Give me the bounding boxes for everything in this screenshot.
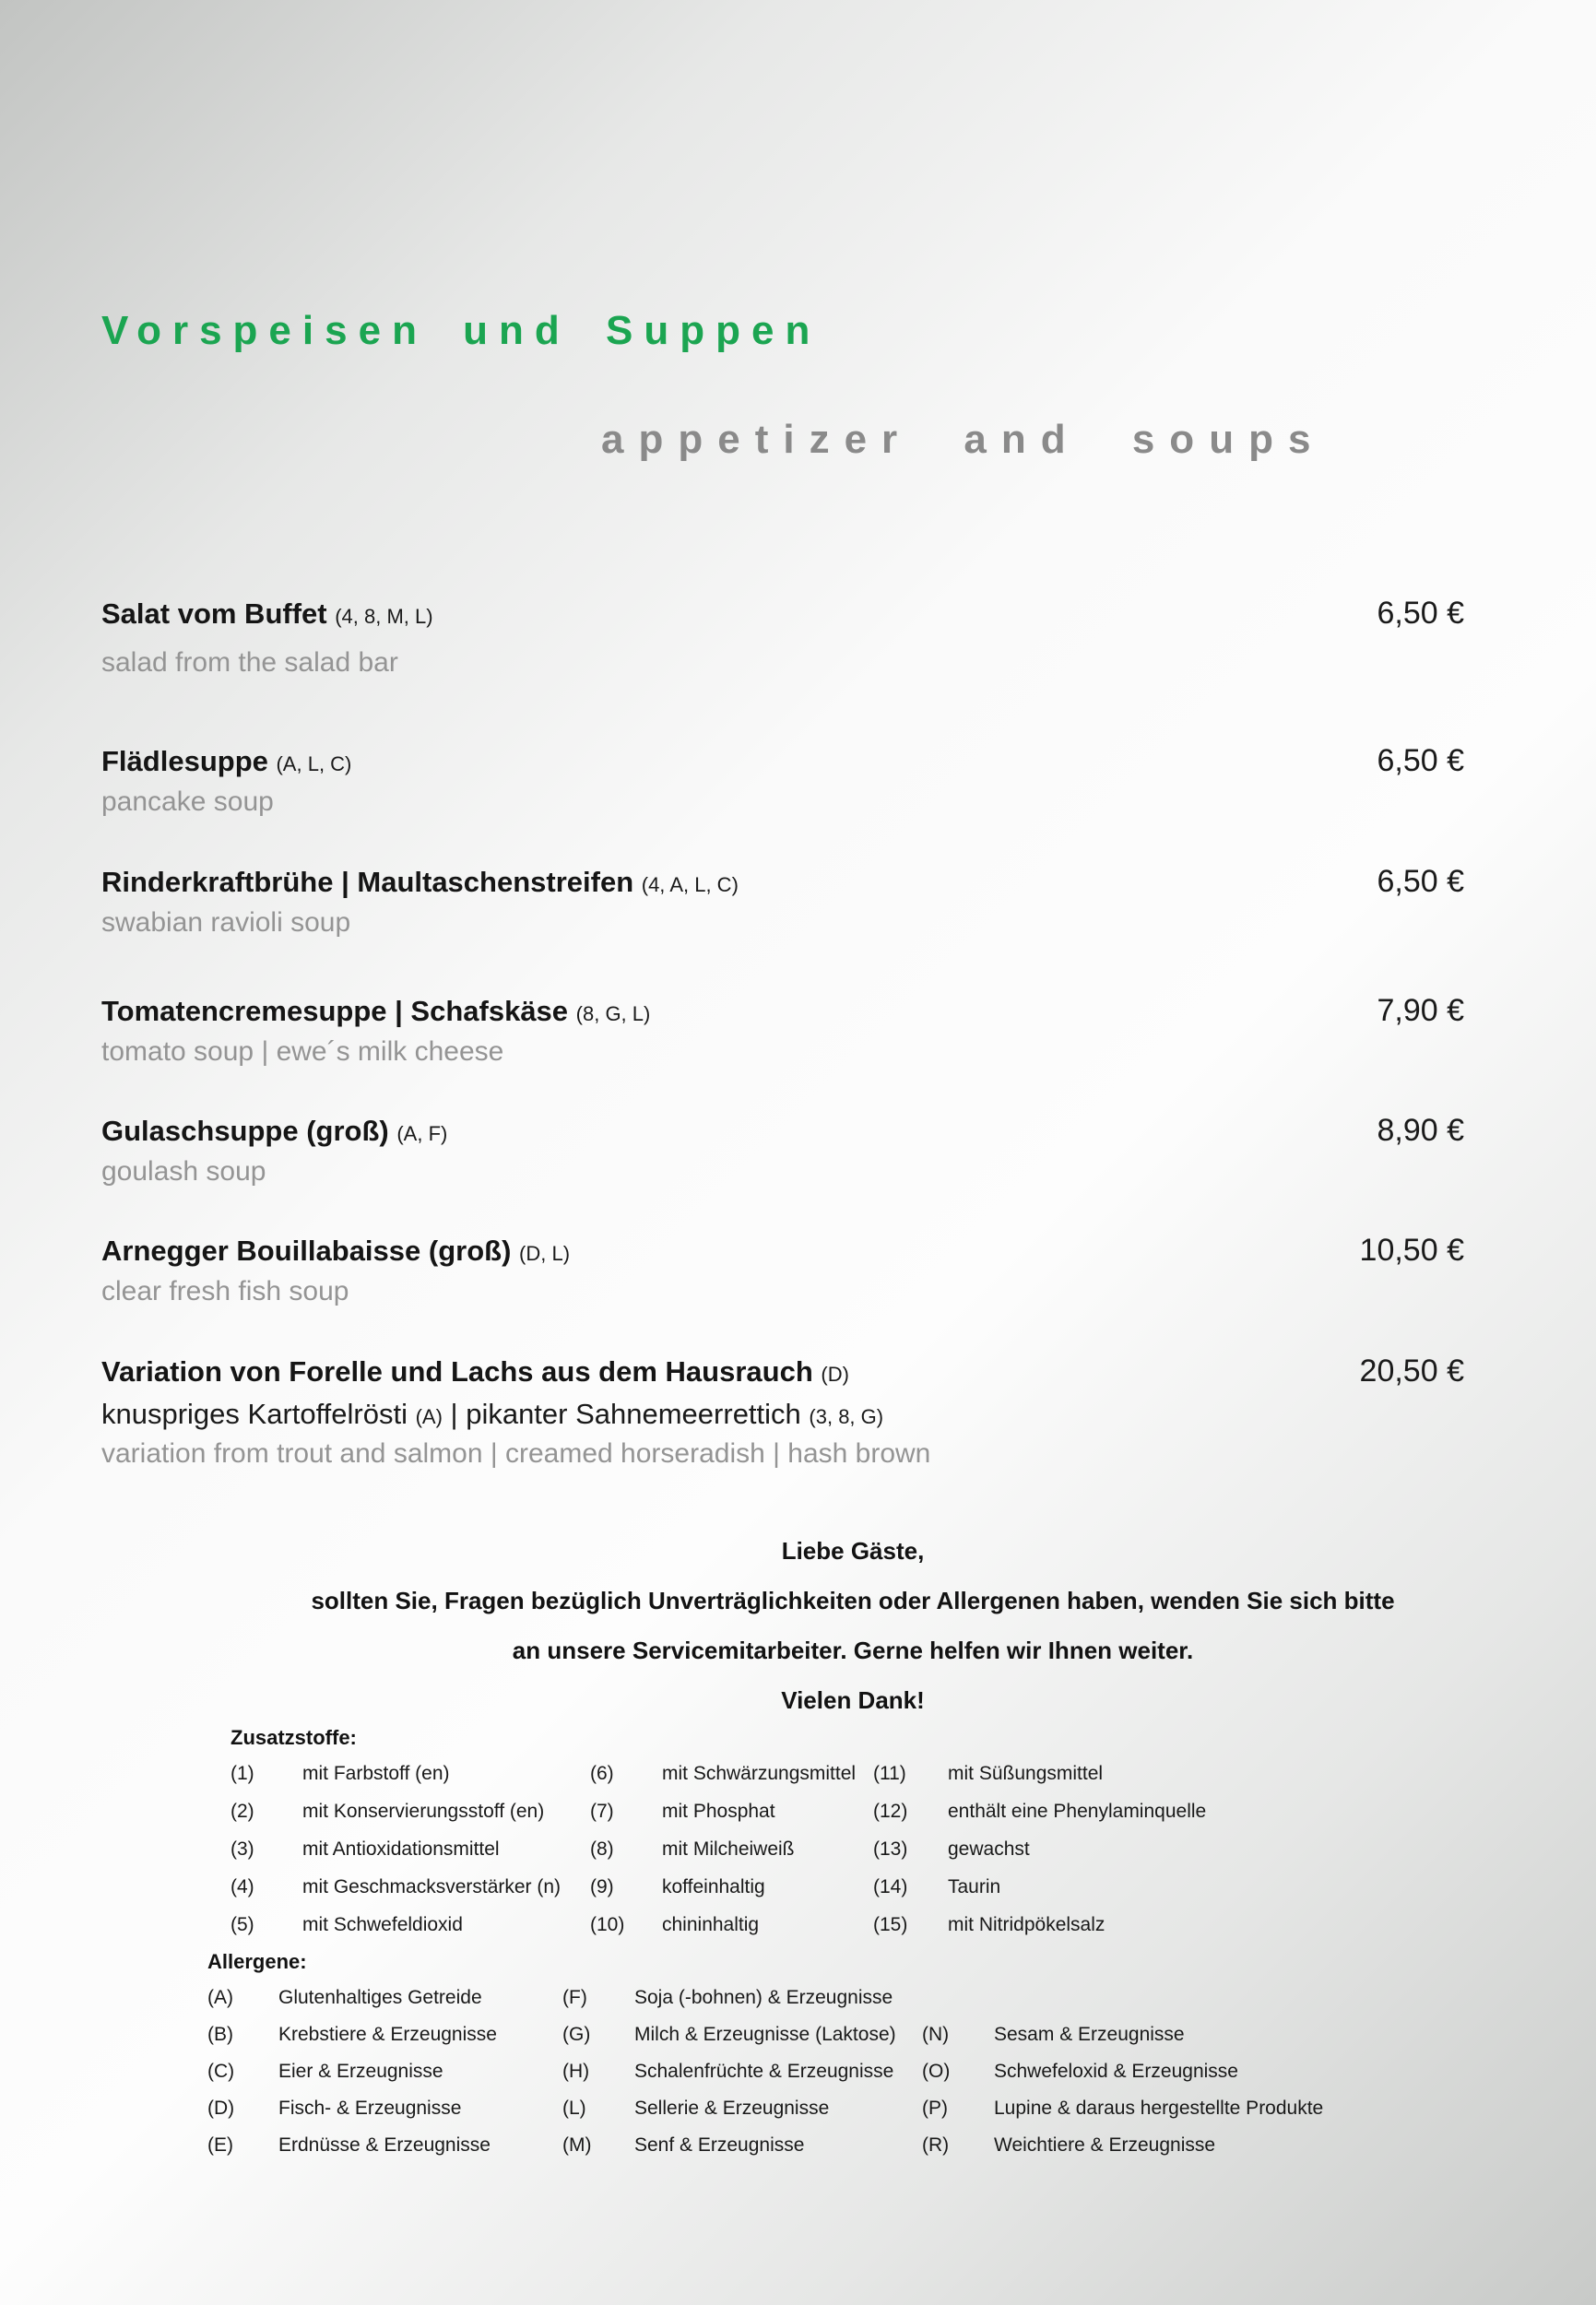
allergen-label: Schalenfrüchte & Erzeugnisse xyxy=(634,2061,894,2082)
allergen-letter: (A) xyxy=(207,1987,233,2008)
additive-number: (14) xyxy=(873,1876,908,1897)
additive-label: mit Schwärzungsmittel xyxy=(662,1763,857,1784)
additive-label: mit Schwefeldioxid xyxy=(302,1914,463,1935)
item-translation: goulash soup xyxy=(101,1156,266,1187)
additive-label: chininhaltig xyxy=(662,1914,760,1935)
additive-label: Taurin xyxy=(948,1876,1001,1897)
item-translation: salad from the salad bar xyxy=(101,647,398,678)
item-price: 20,50 € xyxy=(1359,1353,1464,1389)
item-price: 8,90 € xyxy=(1377,1113,1464,1148)
additive-number: (6) xyxy=(590,1763,614,1784)
allergen-letter: (L) xyxy=(562,2098,586,2119)
item-subline: knuspriges Kartoffelrösti (A) | pikanter Sahnemeerrettich (3, 8, G) xyxy=(101,1398,884,1430)
item-name: Gulaschsuppe (groß) (A, F) xyxy=(101,1115,448,1147)
item-translation: pancake soup xyxy=(101,786,274,817)
allergen-label: Fisch- & Erzeugnisse xyxy=(278,2098,462,2119)
allergen-letter: (G) xyxy=(562,2024,591,2045)
menu-item-row xyxy=(101,596,1464,632)
additive-label: mit Antioxidationsmittel xyxy=(302,1838,500,1860)
menu-item-row xyxy=(101,864,1464,900)
additive-number: (13) xyxy=(873,1838,908,1860)
item-name: Tomatencremesuppe | Schafskäse (8, G, L) xyxy=(101,995,651,1027)
allergen-label: Erdnüsse & Erzeugnisse xyxy=(278,2134,491,2156)
allergen-label: Eier & Erzeugnisse xyxy=(278,2061,443,2082)
allergen-letter: (C) xyxy=(207,2061,235,2082)
menu-item xyxy=(101,596,1464,679)
item-translation: tomato soup | ewe´s milk cheese xyxy=(101,1036,504,1067)
additives-heading: Zusatzstoffe: xyxy=(231,1726,357,1749)
item-additive-codes: (8, G, L) xyxy=(575,1002,651,1025)
item-name: Arnegger Bouillabaisse (groß) (D, L) xyxy=(101,1235,571,1267)
menu-item-row xyxy=(101,1353,1464,1389)
additive-number: (7) xyxy=(590,1801,614,1822)
allergen-letter: (M) xyxy=(562,2134,592,2156)
allergen-label: Lupine & daraus hergestellte Produkte xyxy=(994,2098,1324,2119)
menu-item-row xyxy=(101,1113,1464,1149)
item-additive-codes: (3, 8, G) xyxy=(809,1405,884,1428)
allergen-letter: (R) xyxy=(922,2134,950,2156)
page-subtitle: appetizer and soups xyxy=(601,417,1326,462)
allergen-label: Schwefeloxid & Erzeugnisse xyxy=(994,2061,1238,2082)
additive-label: mit Konservierungsstoff (en) xyxy=(302,1801,545,1822)
item-translation: clear fresh fish soup xyxy=(101,1276,349,1306)
additive-label: mit Farbstoff (en) xyxy=(302,1763,450,1784)
guest-notice xyxy=(111,1526,1595,1725)
item-price: 6,50 € xyxy=(1377,596,1464,631)
additive-number: (8) xyxy=(590,1838,614,1860)
allergen-letter: (O) xyxy=(922,2061,951,2082)
allergen-letter: (H) xyxy=(562,2061,590,2082)
additive-label: enthält eine Phenylaminquelle xyxy=(948,1801,1207,1822)
allergens-heading: Allergene: xyxy=(207,1950,307,1973)
allergen-letter: (N) xyxy=(922,2024,950,2045)
item-name: Salat vom Buffet (4, 8, M, L) xyxy=(101,597,433,630)
allergen-label: Milch & Erzeugnisse (Laktose) xyxy=(634,2024,896,2045)
allergen-label: Sellerie & Erzeugnisse xyxy=(634,2098,830,2119)
additive-number: (11) xyxy=(873,1763,906,1784)
allergen-label: Krebstiere & Erzeugnisse xyxy=(278,2024,497,2045)
additive-label: mit Nitridpökelsalz xyxy=(948,1914,1105,1935)
allergen-letter: (F) xyxy=(562,1987,587,2008)
menu-item xyxy=(101,864,1464,939)
allergen-label: Soja (-bohnen) & Erzeugnisse xyxy=(634,1987,893,2008)
menu-item xyxy=(101,1113,1464,1188)
allergen-letter: (P) xyxy=(922,2098,948,2119)
allergen-letter: (D) xyxy=(207,2098,235,2119)
menu-item xyxy=(101,1353,1464,1470)
menu-item-row xyxy=(101,1233,1464,1269)
additive-label: mit Geschmacksverstärker (n) xyxy=(302,1876,562,1897)
notice-line: Vielen Dank! xyxy=(781,1686,925,1714)
additive-number: (15) xyxy=(873,1914,908,1935)
menu-item-row xyxy=(101,993,1464,1029)
additive-label: gewachst xyxy=(948,1838,1030,1860)
allergen-label: Sesam & Erzeugnisse xyxy=(994,2024,1185,2045)
notice-line: sollten Sie, Fragen bezüglich Unverträglichkeiten oder Allergenen haben, wenden Sie sich bitte xyxy=(311,1587,1395,1614)
additive-number: (2) xyxy=(231,1801,254,1822)
allergen-letter: (E) xyxy=(207,2134,233,2156)
notice-line: Liebe Gäste, xyxy=(781,1537,925,1565)
allergen-label: Senf & Erzeugnisse xyxy=(634,2134,805,2156)
item-price: 6,50 € xyxy=(1377,743,1464,778)
allergen-label: Weichtiere & Erzeugnisse xyxy=(994,2134,1216,2156)
page-title: Vorspeisen und Suppen xyxy=(101,308,822,353)
item-additive-codes: (D) xyxy=(821,1363,849,1386)
item-additive-codes: (A, F) xyxy=(396,1122,448,1145)
item-translation: swabian ravioli soup xyxy=(101,907,351,938)
menu-item xyxy=(101,993,1464,1068)
additive-number: (12) xyxy=(873,1801,908,1822)
item-additive-codes: (A) xyxy=(415,1405,443,1428)
notice-line: an unsere Servicemitarbeiter. Gerne helfen wir Ihnen weiter. xyxy=(512,1637,1194,1664)
item-additive-codes: (4, 8, M, L) xyxy=(335,605,433,628)
item-additive-codes: (D, L) xyxy=(519,1242,571,1265)
item-translation: variation from trout and salmon | creamed horseradish | hash brown xyxy=(101,1438,931,1469)
additive-number: (5) xyxy=(231,1914,254,1935)
item-additive-codes: (4, A, L, C) xyxy=(641,873,739,896)
additive-number: (4) xyxy=(231,1876,254,1897)
additive-number: (10) xyxy=(590,1914,625,1935)
menu-item xyxy=(101,743,1464,818)
item-price: 7,90 € xyxy=(1377,993,1464,1028)
additive-label: mit Milcheiweiß xyxy=(662,1838,795,1860)
additive-label: koffeinhaltig xyxy=(662,1876,765,1897)
item-additive-codes: (A, L, C) xyxy=(276,752,352,775)
additive-number: (3) xyxy=(231,1838,254,1860)
item-price: 10,50 € xyxy=(1359,1233,1464,1268)
item-name: Variation von Forelle und Lachs aus dem Hausrauch (D) xyxy=(101,1355,849,1388)
additive-number: (1) xyxy=(231,1763,254,1784)
additive-label: mit Süßungsmittel xyxy=(948,1763,1104,1784)
item-price: 6,50 € xyxy=(1377,864,1464,899)
item-name: Rinderkraftbrühe | Maultaschenstreifen (4, A, L, C) xyxy=(101,866,739,898)
menu-item xyxy=(101,1233,1464,1307)
additive-number: (9) xyxy=(590,1876,614,1897)
menu-item-row xyxy=(101,743,1464,779)
allergen-letter: (B) xyxy=(207,2024,233,2045)
allergen-label: Glutenhaltiges Getreide xyxy=(278,1987,482,2008)
item-name: Flädlesuppe (A, L, C) xyxy=(101,745,352,777)
additive-label: mit Phosphat xyxy=(662,1801,775,1822)
